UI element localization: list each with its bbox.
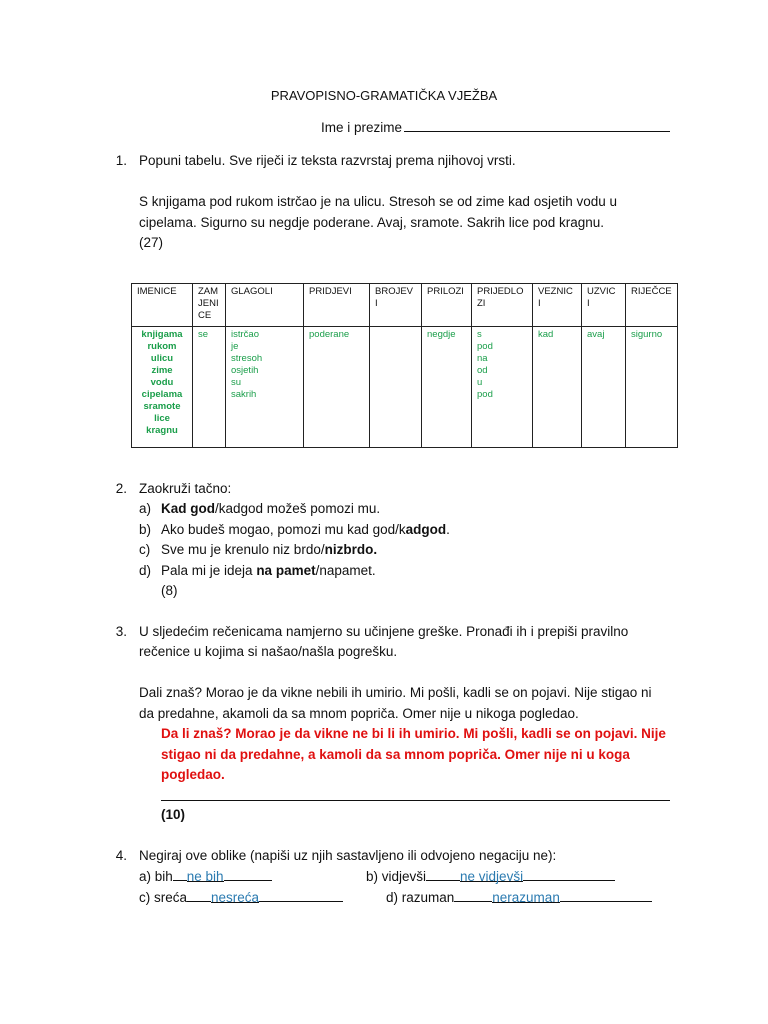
q1-number: 1. <box>115 153 127 168</box>
table-word: vodu <box>150 377 174 388</box>
table-word: ulicu <box>150 353 174 364</box>
table-word: sramote <box>143 401 181 412</box>
q1-text-line2: cipelama. Sigurno su negdje poderane. Avaj, sramote. Sakrih lice pod kragnu. <box>139 215 605 230</box>
q4-item-b[interactable] <box>366 868 615 884</box>
table-word: s <box>477 329 482 340</box>
q2-number: 2. <box>115 481 127 496</box>
q3-instruction-line1: U sljedećim rečenicama namjerno su učinjene greške. Pronađi ih i prepiši pravilno <box>139 624 629 639</box>
header-glagoli: GLAGOLI <box>226 284 304 327</box>
q4-item-d[interactable] <box>386 889 652 905</box>
q4-number: 4. <box>115 848 127 863</box>
q4-a-blank-2 <box>224 868 272 881</box>
q2-b-post: . <box>446 522 450 537</box>
q2-option-d[interactable] <box>161 563 376 578</box>
q4-b-answer: ne vidjevši <box>460 869 524 884</box>
table-word: kad <box>538 329 554 340</box>
header-prilozi: PRILOZI <box>422 284 472 327</box>
table-word: su <box>231 377 242 388</box>
q4-d-label: d) razuman <box>386 890 455 905</box>
cell-glagoli[interactable] <box>226 327 304 448</box>
table-word: poderane <box>309 329 350 340</box>
cell-brojevi[interactable] <box>370 327 422 448</box>
header-zamjenice: ZAM JENI CE <box>193 284 226 327</box>
q4-a-label: a) bih <box>139 869 173 884</box>
q4-c-label: c) sreća <box>139 890 188 905</box>
pridjevi-list <box>309 329 364 341</box>
q4-d-blank-2 <box>560 889 652 902</box>
q4-b-blank-1 <box>426 868 460 881</box>
q2-option-a[interactable] <box>161 501 380 516</box>
table-word: kragnu <box>146 425 178 436</box>
q3-answer-line2: stigao ni da predahne, a kamoli da sa mnom popriča. Omer nije ni u koga <box>161 747 630 762</box>
cell-rijecce[interactable] <box>626 327 678 448</box>
q3-instruction-line2: rečenice u kojima si našao/našla pogrešku. <box>139 644 398 659</box>
table-word: sigurno <box>631 329 663 340</box>
q4-item-a[interactable] <box>139 868 272 884</box>
q4-item-c[interactable] <box>139 889 343 905</box>
table-word: lice <box>154 413 170 424</box>
q3-number: 3. <box>115 624 127 639</box>
q1-text-line1: S knjigama pod rukom istrčao je na ulicu. Stresoh se od zime kad osjetih vodu u <box>139 194 617 209</box>
cell-imenice[interactable] <box>132 327 193 448</box>
name-label: Ime i prezime <box>321 120 403 135</box>
table-word: negdje <box>427 329 456 340</box>
table-word: cipelama <box>141 389 183 400</box>
header-pridjevi: PRIDJEVI <box>304 284 370 327</box>
header-rijecce: RIJEČCE <box>626 284 678 327</box>
table-word: je <box>231 341 239 352</box>
glagoli-list <box>231 329 298 401</box>
table-word: stresoh <box>231 353 263 364</box>
q3-text-line1: Dali znaš? Morao je da vikne nebili ih umirio. Mi pošli, kadli se on pojavi. Nije stigao ni <box>139 685 652 700</box>
header-veznici: VEZNIC I <box>533 284 582 327</box>
q4-instruction: Negiraj ove oblike (napiši uz njih sastavljeno ili odvojeno negaciju ne): <box>139 848 557 863</box>
header-brojevi: BROJEV I <box>370 284 422 327</box>
word-table <box>131 283 678 448</box>
table-word: istrčao <box>231 329 259 340</box>
q4-a-answer: ne bih <box>186 869 224 884</box>
name-line <box>404 119 670 132</box>
q4-c-blank-1 <box>187 889 211 902</box>
table-word: na <box>477 353 488 364</box>
prilozi-list <box>427 329 466 341</box>
q2-a-bold: Kad god <box>161 501 215 516</box>
q3-answer-line1: Da li znaš? Morao je da vikne ne bi li ih umirio. Mi pošli, kadli se on pojavi. Nije <box>161 726 666 741</box>
header-imenice: IMENICE <box>132 284 193 327</box>
q2-c-pre: Sve mu je krenulo niz brdo/ <box>161 542 325 557</box>
q2-option-d-label: d) <box>139 563 152 578</box>
cell-veznici[interactable] <box>533 327 582 448</box>
q4-a-blank-1 <box>173 868 187 881</box>
q2-d-bold: na pamet <box>256 563 316 578</box>
q4-b-blank-2 <box>523 868 615 881</box>
q2-d-post: /napamet. <box>315 563 376 578</box>
table-word: pod <box>477 389 493 400</box>
q2-points: (8) <box>161 583 178 598</box>
rijecce-list <box>631 329 672 341</box>
header-uzvici: UZVIC I <box>582 284 626 327</box>
table-word: osjetih <box>231 365 259 376</box>
q4-d-blank-1 <box>454 889 492 902</box>
cell-prilozi[interactable] <box>422 327 472 448</box>
table-word: u <box>477 377 483 388</box>
q2-option-b[interactable] <box>161 522 450 537</box>
table-word: knjigama <box>141 329 183 340</box>
q2-d-pre: Pala mi je ideja <box>161 563 257 578</box>
q4-b-label: b) vidjevši <box>366 869 427 884</box>
q4-c-blank-2 <box>259 889 343 902</box>
page-title: PRAVOPISNO-GRAMATIČKA VJEŽBA <box>270 88 498 103</box>
q2-a-rest: /kadgod možeš pomozi mu. <box>215 501 381 516</box>
veznici-list <box>538 329 576 341</box>
q2-option-a-label: a) <box>139 501 152 516</box>
prijedlozi-list <box>477 329 527 401</box>
q1-points: (27) <box>139 235 164 250</box>
q2-option-b-label: b) <box>139 522 152 537</box>
cell-uzvici[interactable] <box>582 327 626 448</box>
table-word: pod <box>477 341 493 352</box>
cell-zamjenice[interactable] <box>193 327 226 448</box>
q4-d-answer: nerazuman <box>492 890 560 905</box>
zamjenice-list <box>198 329 220 341</box>
cell-prijedlozi[interactable] <box>472 327 533 448</box>
uzvici-list <box>587 329 620 341</box>
name-field[interactable] <box>321 119 670 135</box>
q3-points: (10) <box>161 807 186 822</box>
header-prijedlozi: PRIJEDLO ZI <box>472 284 533 327</box>
q2-instruction: Zaokruži tačno: <box>139 481 232 496</box>
q3-answer-line3: pogledao. <box>161 767 225 782</box>
q2-b-bold: adgod <box>405 522 447 537</box>
table-word: avaj <box>587 329 605 340</box>
q2-option-c-label: c) <box>139 542 151 557</box>
table-word: rukom <box>147 341 177 352</box>
table-word: sakrih <box>231 389 257 400</box>
q4-c-answer: nesreća <box>211 890 260 905</box>
q1-instruction: Popuni tabelu. Sve riječi iz teksta razvrstaj prema njihovoj vrsti. <box>139 153 516 168</box>
table-word: zime <box>151 365 173 376</box>
cell-pridjevi[interactable] <box>304 327 370 448</box>
q2-b-pre: Ako budeš mogao, pomozi mu kad god/k <box>161 522 406 537</box>
table-word: od <box>477 365 488 376</box>
q2-c-bold: nizbrdo. <box>324 542 378 557</box>
q3-answer-line[interactable] <box>161 800 670 801</box>
imenice-list <box>137 329 187 437</box>
q3-text-line2: da predahne, akamoli da sa mnom popriča. Omer nije u nikoga pogledao. <box>139 706 579 721</box>
q2-option-c[interactable] <box>161 542 377 557</box>
table-word: se <box>198 329 209 340</box>
